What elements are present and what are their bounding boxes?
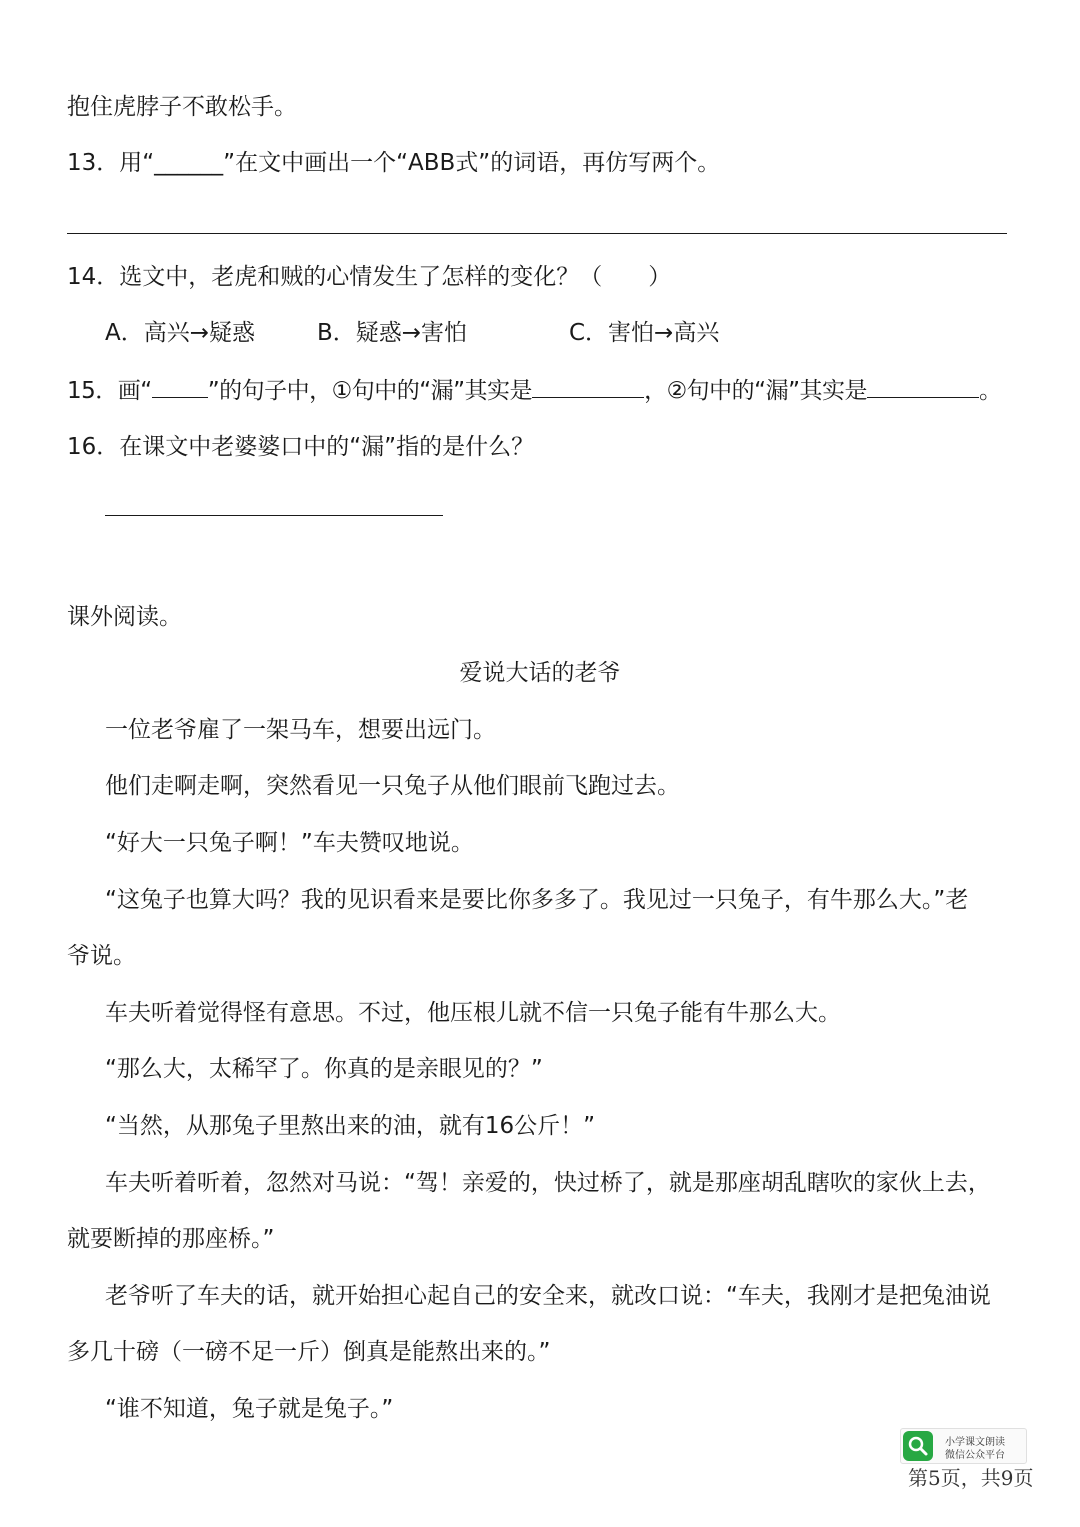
text-line: 抱住虎脖子不敢松手。 xyxy=(67,94,297,120)
paragraph: 老爷听了车夫的话，就开始担心起自己的安全来，就改口说：“车夫，我刚才是把兔油说 xyxy=(105,1283,991,1309)
option-b: B．疑惑→害怕 xyxy=(317,320,468,346)
paragraph: 一位老爷雇了一架马车，想要出远门。 xyxy=(105,717,496,743)
q15-mid2: ，②句中的“漏”其实是 xyxy=(644,378,868,404)
paragraph-cont: 多几十磅（一磅不足一斤）倒真是能熬出来的。” xyxy=(67,1339,551,1365)
wechat-logo xyxy=(900,1428,1027,1464)
paragraph: “那么大，太稀罕了。你真的是亲眼见的？” xyxy=(105,1056,543,1082)
paragraph: 车夫听着听着，忽然对马说：“驾！亲爱的，快过桥了，就是那座胡乱瞎吹的家伙上去， xyxy=(105,1170,991,1196)
q15-mid: ”的句子中，①句中的“漏”其实是 xyxy=(207,378,533,404)
page-number: 第5页，共9页 xyxy=(908,1466,1034,1490)
option-a: A．高兴→疑惑 xyxy=(105,320,256,346)
paragraph: “当然，从那兔子里熬出来的油，就有16公斤！” xyxy=(105,1113,596,1139)
blank-2 xyxy=(867,375,979,398)
section-heading: 课外阅读。 xyxy=(67,604,182,630)
question-16: 16．在课文中老婆婆口中的“漏”指的是什么？ xyxy=(67,434,535,460)
paragraph: 车夫听着觉得怪有意思。不过，他压根儿就不信一只兔子能有牛那么大。 xyxy=(105,1000,841,1026)
logo-text-1: 小学课文朗读 xyxy=(945,1437,1005,1448)
answer-line-16 xyxy=(105,515,443,516)
question-14-options xyxy=(105,318,719,348)
paragraph: “好大一只兔子啊！”车夫赞叹地说。 xyxy=(105,830,474,856)
blank-1 xyxy=(532,375,644,398)
paragraph: 他们走啊走啊，突然看见一只兔子从他们眼前飞跑过去。 xyxy=(105,773,680,799)
logo-text-2: 微信公众平台 xyxy=(945,1450,1005,1461)
answer-line-13 xyxy=(67,233,1007,234)
underline-mark xyxy=(152,375,208,398)
option-c: C．害怕→高兴 xyxy=(569,320,720,346)
q15-prefix: 15．画“ xyxy=(67,378,152,404)
question-14: 14．选文中，老虎和贼的心情发生了怎样的变化？（ ） xyxy=(67,264,672,290)
search-icon xyxy=(903,1431,933,1461)
question-15 xyxy=(67,375,1002,406)
paragraph: “这兔子也算大吗？我的见识看来是要比你多多了。我见过一只兔子，有牛那么大。”老 xyxy=(105,887,969,913)
paragraph-cont: 就要断掉的那座桥。” xyxy=(67,1226,275,1252)
paragraph-cont: 爷说。 xyxy=(67,943,136,969)
question-13: 13．用“______”在文中画出一个“ABB式”的词语，再仿写两个。 xyxy=(67,150,721,176)
q15-end: 。 xyxy=(979,378,1002,404)
paragraph: “谁不知道，兔子就是兔子。” xyxy=(105,1396,394,1422)
story-title: 爱说大话的老爷 xyxy=(459,660,621,686)
